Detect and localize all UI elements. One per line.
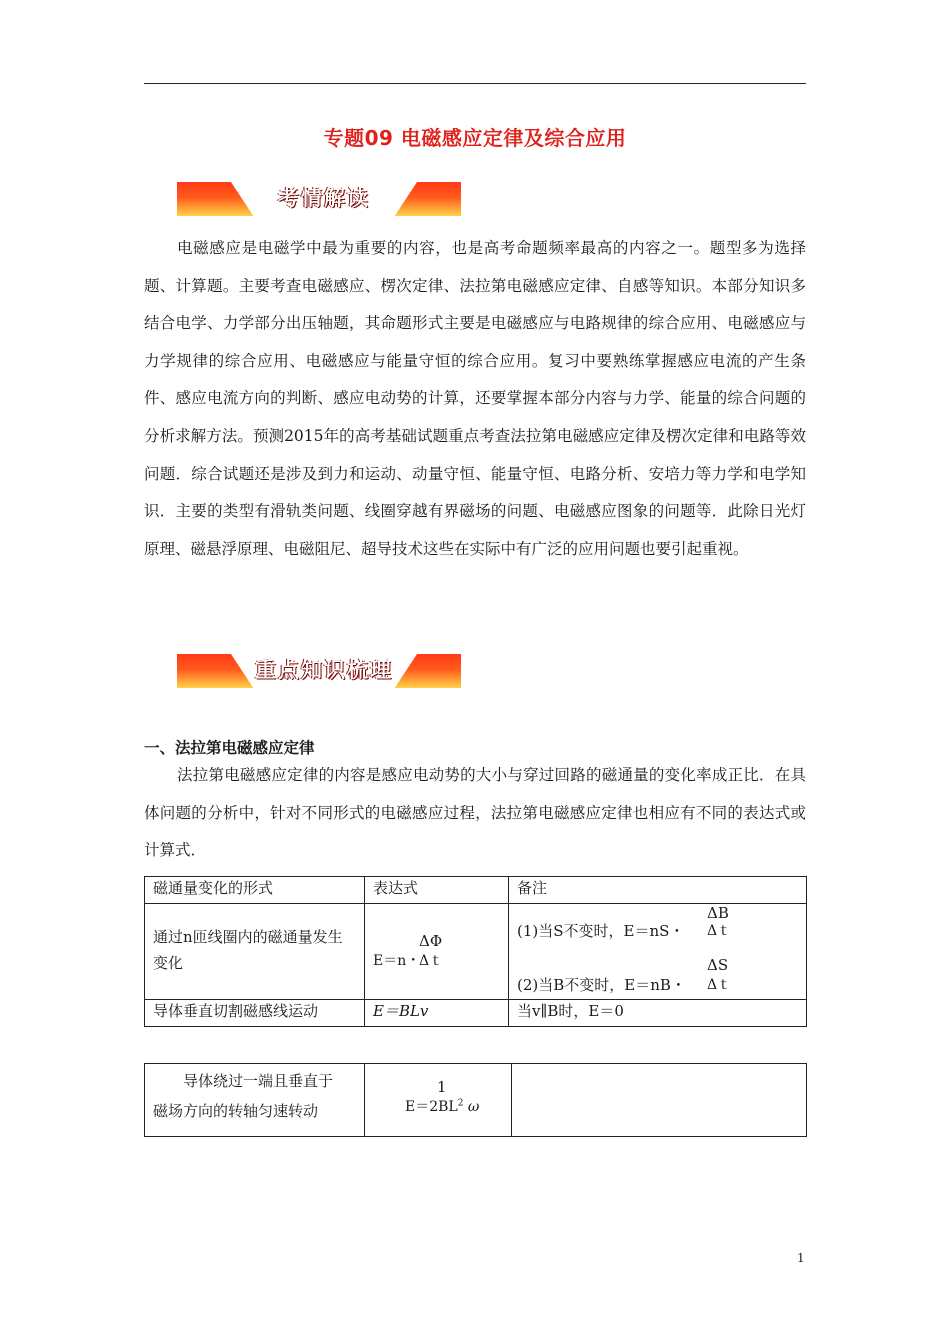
expression-lhs: E＝n・ bbox=[373, 953, 421, 969]
expression-lhs: E＝2BL bbox=[405, 1099, 458, 1115]
table-cell-expression bbox=[365, 904, 509, 1000]
table-cell-expression bbox=[365, 1064, 512, 1137]
formula-table bbox=[144, 876, 807, 1027]
cell-line: 磁场方向的转轴匀速转动 bbox=[153, 1102, 319, 1120]
table-cell bbox=[145, 1064, 365, 1137]
note-line: (2)当B不变时，E＝nB・ bbox=[517, 976, 686, 994]
expression-omega: ω bbox=[467, 1099, 480, 1115]
document-title: 专题09 电磁感应定律及综合应用 bbox=[323, 126, 627, 150]
fraction-numerator: 1 bbox=[437, 1078, 447, 1096]
table-cell: 通过n匝线圈内的磁通量发生变化 bbox=[145, 904, 365, 1000]
section-paragraph: 法拉第电磁感应定律的内容是感应电动势的大小与穿过回路的磁通量的变化率成正比．在具体问题的分析中，针对不同形式的电磁感应过程，法拉第电磁感应定律也相应有不同的表达式或计算式． bbox=[144, 766, 806, 860]
banner-label: 考情解读 bbox=[278, 186, 370, 210]
fraction-numerator: ΔB bbox=[707, 904, 729, 922]
cell-line: 导体绕过一端且垂直于 bbox=[183, 1072, 334, 1090]
fraction-numerator: ΔS bbox=[707, 956, 729, 974]
table-cell-notes bbox=[512, 1064, 807, 1137]
fraction-denominator: Δｔ bbox=[707, 977, 732, 993]
fraction-denominator: Δｔ bbox=[419, 953, 444, 969]
table-cell: 导体垂直切割磁感线运动 bbox=[145, 1000, 365, 1027]
table-header-cell: 磁通量变化的形式 bbox=[145, 877, 365, 904]
fraction-denominator: Δｔ bbox=[707, 923, 732, 939]
table-header-cell: 表达式 bbox=[365, 877, 509, 904]
fraction-numerator: ΔΦ bbox=[419, 932, 443, 950]
banner-key-knowledge bbox=[177, 654, 461, 688]
intro-paragraph: 电磁感应是电磁学中最为重要的内容，也是高考命题频率最高的内容之一。题型多为选择题、计算题。主要考查电磁感应、楞次定律、法拉第电磁感应定律、自感等知识。本部分知识多结合电学、力学部分出压轴题，其命题形式主要是电磁感应与电路规律的综合应用、电磁感应与力学规律的综合应用、电磁感应与能量守恒的综合应用。复习中要熟练掌握感应电流的产生条件、感应电流方向的判断、感应电动势的计算，还要掌握本部分内容与力学、能量的综合问题的分析求解方法。预测2015年的高考基础试题重点考查法拉第电磁感应定律及楞次定律和电路等效问题．综合试题还是涉及到力和运动、动量守恒、能量守恒、电路分析、安培力等力学和电学知识．主要的类型有滑轨类问题、线圈穿越有界磁场的问题、电磁感应图象的问题等．此除日光灯原理、磁悬浮原理、电磁阻尼、超导技术这些在实际中有广泛的应用问题也要引起重视。 bbox=[144, 239, 806, 558]
section-heading: 一、法拉第电磁感应定律 bbox=[144, 739, 315, 757]
table-cell-expression: E＝BLv bbox=[365, 1000, 509, 1027]
header-rule bbox=[144, 83, 806, 84]
formula-table-2 bbox=[144, 1063, 807, 1137]
expression-exponent: 2 bbox=[457, 1098, 464, 1109]
table-header-cell: 备注 bbox=[509, 877, 807, 904]
banner-exam-analysis bbox=[177, 182, 461, 216]
banner-label: 重点知识梳理 bbox=[255, 658, 393, 682]
table-cell-notes bbox=[509, 904, 807, 1000]
note-line: (1)当S不变时，E＝nS・ bbox=[517, 922, 685, 940]
page-number: 1 bbox=[797, 1251, 805, 1265]
table-cell-notes: 当v∥B时，E＝0 bbox=[509, 1000, 807, 1027]
